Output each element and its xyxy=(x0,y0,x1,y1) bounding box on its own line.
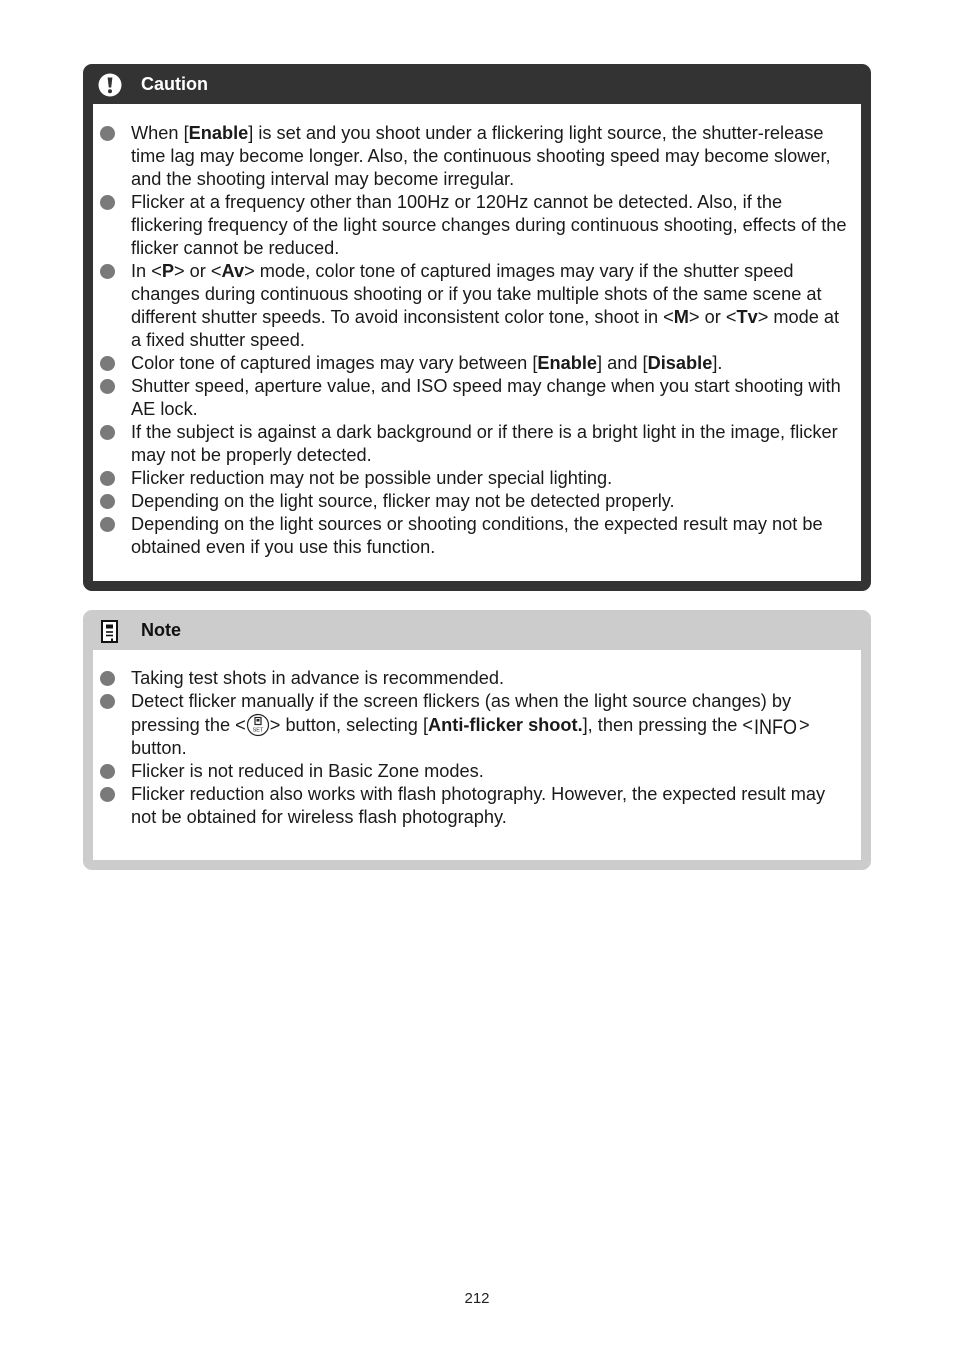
bullet-icon xyxy=(100,517,115,532)
bullet-icon xyxy=(100,694,115,709)
note-icon xyxy=(97,618,123,644)
list-item: Shutter speed, aperture value, and ISO speed may change when you start shooting with AE lock. xyxy=(131,375,849,421)
bullet-icon xyxy=(100,356,115,371)
bullet-icon xyxy=(100,379,115,394)
bullet-icon xyxy=(100,787,115,802)
quick-set-button-icon xyxy=(246,713,270,737)
svg-text:INFO: INFO xyxy=(754,716,797,737)
page-number: 212 xyxy=(464,1290,490,1307)
bullet-icon xyxy=(100,126,115,141)
note-body xyxy=(93,650,861,860)
note-title: Note xyxy=(141,620,181,640)
bullet-icon xyxy=(100,764,115,779)
caution-title: Caution xyxy=(141,74,208,94)
bullet-icon xyxy=(100,264,115,279)
list-item: Flicker reduction also works with flash photography. However, the expected result may not be obtained for wireless flash photography. xyxy=(131,783,849,829)
list-item: If the subject is against a dark background or if there is a bright light in the image, flicker may not be properly detected. xyxy=(131,421,849,467)
list-item: Flicker at a frequency other than 100Hz or 120Hz cannot be detected. Also, if the flickering frequency of the light source changes during continuous shooting, effects of the flicker cannot be reduced. xyxy=(131,191,849,260)
info-button-icon xyxy=(753,715,799,737)
list-item: In <P> or <Av> mode, color tone of captured images may vary if the shutter speed changes during continuous shooting or if you take multiple shots of the same scene at different shutter speeds. To avoid inconsistent color tone, shoot in <M> or <Tv> mode at a fixed shutter speed. xyxy=(131,260,849,352)
caution-list xyxy=(131,122,849,559)
note-list xyxy=(131,667,849,829)
list-item: Color tone of captured images may vary between [Enable] and [Disable]. xyxy=(131,352,849,375)
list-item: When [Enable] is set and you shoot under a flickering light source, the shutter-release time lag may become longer. Also, the continuous shooting speed may become slower, and the shooting interval may become irregular. xyxy=(131,122,849,191)
list-item: Flicker is not reduced in Basic Zone modes. xyxy=(131,760,849,783)
bullet-icon xyxy=(100,494,115,509)
bullet-icon xyxy=(100,195,115,210)
caution-icon xyxy=(97,72,123,98)
list-item: Flicker reduction may not be possible under special lighting. xyxy=(131,467,849,490)
caution-box xyxy=(83,64,871,591)
bullet-icon xyxy=(100,671,115,686)
list-item: Depending on the light sources or shooting conditions, the expected result may not be obtained even if you use this function. xyxy=(131,513,849,559)
bullet-icon xyxy=(100,425,115,440)
list-item: Taking test shots in advance is recommended. xyxy=(131,667,849,690)
list-item: Detect flicker manually if the screen flickers (as when the light source changes) by pressing the < SET > button, selecting [Anti-flicker shoot.], then pressing the < INFO > button. xyxy=(131,690,849,760)
caution-body xyxy=(93,104,861,581)
list-item: Depending on the light source, flicker may not be detected properly. xyxy=(131,490,849,513)
bullet-icon xyxy=(100,471,115,486)
svg-text:SET: SET xyxy=(252,727,264,734)
note-box xyxy=(83,610,871,870)
